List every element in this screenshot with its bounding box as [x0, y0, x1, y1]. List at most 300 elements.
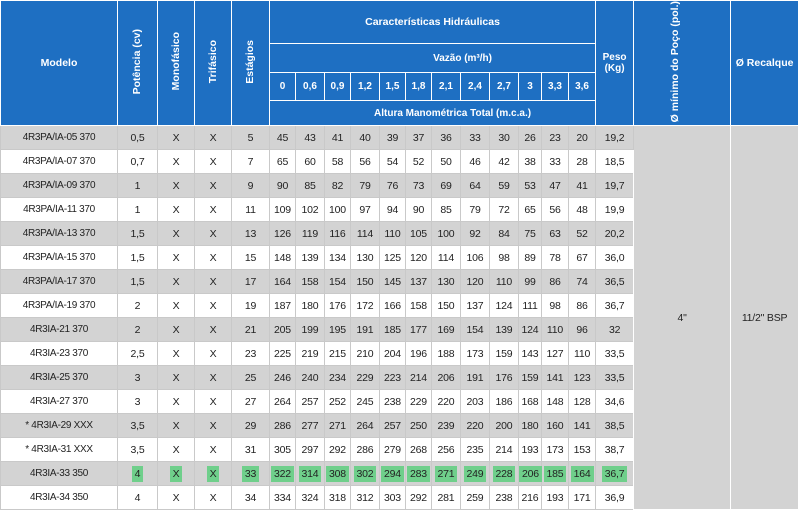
head-value-cell: 139 [490, 318, 519, 342]
head-value-cell: 160 [542, 414, 569, 438]
flow-value-header: 3,6 [569, 72, 596, 100]
stages-cell: 19 [232, 294, 270, 318]
head-value-cell: 134 [325, 246, 351, 270]
mono-cell: X [158, 438, 195, 462]
head-value-cell: 127 [542, 342, 569, 366]
head-value-cell: 177 [406, 318, 432, 342]
highlighted-value: 164 [571, 466, 594, 482]
power-cell: 3,5 [118, 438, 158, 462]
head-value-cell: 154 [325, 270, 351, 294]
tri-cell: X [195, 198, 232, 222]
col-weight-header: Peso (Kg) [596, 1, 634, 126]
flow-value-header: 0,9 [325, 72, 351, 100]
model-cell: 4R3IA-33 350 [1, 462, 118, 486]
head-value-cell [325, 462, 351, 486]
head-value-cell: 79 [461, 198, 490, 222]
head-value-cell: 214 [406, 366, 432, 390]
head-value-cell: 48 [569, 198, 596, 222]
head-value-cell: 191 [351, 318, 380, 342]
head-value-cell: 67 [569, 246, 596, 270]
weight-cell: 32 [596, 318, 634, 342]
stages-cell: 7 [232, 150, 270, 174]
outlet-diameter-cell: 11/2" BSP [731, 126, 799, 510]
tri-cell: X [195, 246, 232, 270]
head-value-cell: 158 [406, 294, 432, 318]
model-cell: 4R3PA/IA-15 370 [1, 246, 118, 270]
power-cell: 0,5 [118, 126, 158, 150]
head-value-cell: 154 [461, 318, 490, 342]
stages-cell: 29 [232, 414, 270, 438]
head-value-cell: 292 [406, 486, 432, 510]
head-value-cell: 63 [542, 222, 569, 246]
head-value-cell: 172 [351, 294, 380, 318]
head-value-cell: 52 [569, 222, 596, 246]
head-value-cell: 234 [325, 366, 351, 390]
head-value-cell: 141 [569, 414, 596, 438]
power-cell: 2 [118, 294, 158, 318]
head-value-cell: 84 [490, 222, 519, 246]
head-value-cell: 145 [380, 270, 406, 294]
weight-cell: 34,6 [596, 390, 634, 414]
head-value-cell: 28 [569, 150, 596, 174]
highlighted-value: 185 [544, 466, 567, 482]
head-value-cell: 143 [519, 342, 542, 366]
head-value-cell: 252 [325, 390, 351, 414]
head-value-cell: 324 [296, 486, 325, 510]
head-value-cell: 312 [351, 486, 380, 510]
weight-cell: 36,7 [596, 294, 634, 318]
head-value-cell: 30 [490, 126, 519, 150]
head-value-cell: 286 [270, 414, 296, 438]
head-value-cell: 106 [461, 246, 490, 270]
head-value-cell: 85 [296, 174, 325, 198]
flow-value-header: 0,6 [296, 72, 325, 100]
head-value-cell [519, 462, 542, 486]
head-value-cell: 318 [325, 486, 351, 510]
tri-cell: X [195, 222, 232, 246]
head-value-cell: 109 [270, 198, 296, 222]
highlighted-value: 308 [326, 466, 349, 482]
head-value-cell: 123 [569, 366, 596, 390]
head-value-cell: 50 [432, 150, 461, 174]
table-row [1, 126, 799, 150]
model-cell: 4R3IA-27 370 [1, 390, 118, 414]
head-value-cell: 187 [270, 294, 296, 318]
head-value-cell: 223 [380, 366, 406, 390]
head-value-cell: 110 [490, 270, 519, 294]
head-value-cell: 69 [432, 174, 461, 198]
model-cell: 4R3IA-21 370 [1, 318, 118, 342]
head-value-cell: 26 [519, 126, 542, 150]
head-value-cell: 43 [296, 126, 325, 150]
head-value-cell: 79 [351, 174, 380, 198]
mono-cell: X [158, 486, 195, 510]
flow-value-header: 2,1 [432, 72, 461, 100]
head-value-cell: 238 [490, 486, 519, 510]
head-value-cell: 100 [432, 222, 461, 246]
head-value-cell: 286 [351, 438, 380, 462]
head-value-cell: 235 [461, 438, 490, 462]
head-value-cell [380, 462, 406, 486]
head-value-cell: 148 [542, 390, 569, 414]
flow-value-header: 3 [519, 72, 542, 100]
head-value-cell: 205 [270, 318, 296, 342]
head-value-cell: 180 [296, 294, 325, 318]
head-value-cell: 38 [519, 150, 542, 174]
head-value-cell: 164 [270, 270, 296, 294]
mono-cell: X [158, 390, 195, 414]
head-value-cell [432, 462, 461, 486]
model-cell: 4R3PA/IA-09 370 [1, 174, 118, 198]
head-value-cell: 85 [432, 198, 461, 222]
weight-cell: 36,5 [596, 270, 634, 294]
col-model-header: Modelo [1, 1, 118, 126]
head-value-cell: 100 [325, 198, 351, 222]
head-value-cell: 75 [519, 222, 542, 246]
tri-cell: X [195, 366, 232, 390]
mono-cell: X [158, 270, 195, 294]
head-value-cell: 220 [461, 414, 490, 438]
head-value-cell: 239 [432, 414, 461, 438]
head-value-cell: 120 [461, 270, 490, 294]
head-value-cell: 292 [325, 438, 351, 462]
head-value-cell: 125 [380, 246, 406, 270]
head-value-cell: 229 [351, 366, 380, 390]
head-value-cell: 159 [490, 342, 519, 366]
head-value-cell: 47 [542, 174, 569, 198]
stages-cell: 17 [232, 270, 270, 294]
flow-value-header: 0 [270, 72, 296, 100]
model-cell: 4R3PA/IA-07 370 [1, 150, 118, 174]
head-value-cell: 297 [296, 438, 325, 462]
head-value-cell: 257 [380, 414, 406, 438]
head-value-cell: 206 [432, 366, 461, 390]
head-value-cell: 216 [519, 486, 542, 510]
head-value-cell: 53 [519, 174, 542, 198]
head-value-cell: 72 [490, 198, 519, 222]
head-value-cell: 229 [406, 390, 432, 414]
power-cell: 2,5 [118, 342, 158, 366]
flow-value-header: 2,4 [461, 72, 490, 100]
power-cell: 1,5 [118, 246, 158, 270]
mono-cell [158, 462, 195, 486]
power-cell: 4 [118, 486, 158, 510]
head-value-cell: 277 [296, 414, 325, 438]
head-value-cell: 245 [351, 390, 380, 414]
head-value-cell: 203 [461, 390, 490, 414]
well-diameter-cell: 4" [634, 126, 731, 510]
weight-cell: 19,9 [596, 198, 634, 222]
stages-cell [232, 462, 270, 486]
weight-cell: 38,5 [596, 414, 634, 438]
head-value-cell: 86 [542, 270, 569, 294]
head-value-cell: 256 [432, 438, 461, 462]
stages-cell: 9 [232, 174, 270, 198]
head-value-cell: 124 [490, 294, 519, 318]
head-value-cell [490, 462, 519, 486]
model-cell: 4R3PA/IA-11 370 [1, 198, 118, 222]
head-value-cell: 124 [519, 318, 542, 342]
head-value-cell: 137 [406, 270, 432, 294]
head-value-cell: 90 [406, 198, 432, 222]
head-value-cell: 196 [406, 342, 432, 366]
head-value-cell: 173 [461, 342, 490, 366]
col-power-header [118, 1, 158, 126]
head-value-cell: 120 [406, 246, 432, 270]
head-value-cell: 42 [490, 150, 519, 174]
model-cell: 4R3PA/IA-19 370 [1, 294, 118, 318]
head-value-cell: 219 [296, 342, 325, 366]
col-mono-header [158, 1, 195, 126]
head-value-cell: 130 [351, 246, 380, 270]
head-value-cell: 92 [461, 222, 490, 246]
head-value-cell: 54 [380, 150, 406, 174]
head-value-cell: 271 [325, 414, 351, 438]
stages-cell: 13 [232, 222, 270, 246]
head-value-cell: 114 [351, 222, 380, 246]
head-value-cell: 39 [380, 126, 406, 150]
head-value-cell: 268 [406, 438, 432, 462]
head-value-cell: 185 [380, 318, 406, 342]
stages-cell: 31 [232, 438, 270, 462]
head-value-cell: 168 [519, 390, 542, 414]
head-value-cell: 41 [325, 126, 351, 150]
head-value-cell: 195 [325, 318, 351, 342]
head-value-cell: 210 [351, 342, 380, 366]
power-cell: 3,5 [118, 414, 158, 438]
highlighted-value: X [170, 466, 183, 482]
head-value-cell: 20 [569, 126, 596, 150]
head-value-cell: 36 [432, 126, 461, 150]
weight-cell: 36,0 [596, 246, 634, 270]
head-value-cell: 264 [351, 414, 380, 438]
col-well-header [634, 1, 731, 126]
power-header-label: Potência (cv) [131, 28, 144, 95]
head-header: Altura Manométrica Total (m.c.a.) [270, 100, 596, 126]
head-value-cell: 259 [461, 486, 490, 510]
head-value-cell: 199 [296, 318, 325, 342]
head-value-cell: 65 [519, 198, 542, 222]
head-value-cell [461, 462, 490, 486]
head-value-cell: 173 [542, 438, 569, 462]
head-value-cell: 33 [542, 150, 569, 174]
head-value-cell: 150 [432, 294, 461, 318]
head-value-cell: 58 [325, 150, 351, 174]
head-value-cell: 215 [325, 342, 351, 366]
highlighted-value: X [207, 466, 220, 482]
highlighted-value: 314 [299, 466, 322, 482]
tri-cell: X [195, 150, 232, 174]
col-tri-header [195, 1, 232, 126]
head-value-cell [270, 462, 296, 486]
head-value-cell: 204 [380, 342, 406, 366]
tri-cell: X [195, 294, 232, 318]
flow-value-header: 3,3 [542, 72, 569, 100]
head-value-cell: 82 [325, 174, 351, 198]
power-cell: 1 [118, 198, 158, 222]
mono-cell: X [158, 222, 195, 246]
head-value-cell: 98 [490, 246, 519, 270]
head-value-cell: 76 [380, 174, 406, 198]
head-value-cell: 105 [406, 222, 432, 246]
mono-cell: X [158, 150, 195, 174]
highlighted-value: 249 [464, 466, 487, 482]
head-value-cell: 64 [461, 174, 490, 198]
mono-cell: X [158, 174, 195, 198]
head-value-cell: 110 [380, 222, 406, 246]
head-value-cell: 225 [270, 342, 296, 366]
head-value-cell: 153 [569, 438, 596, 462]
head-value-cell: 41 [569, 174, 596, 198]
flow-value-header: 1,2 [351, 72, 380, 100]
head-value-cell: 180 [519, 414, 542, 438]
head-value-cell: 98 [542, 294, 569, 318]
mono-cell: X [158, 246, 195, 270]
head-value-cell: 60 [296, 150, 325, 174]
head-value-cell: 23 [542, 126, 569, 150]
stages-cell: 5 [232, 126, 270, 150]
model-cell: 4R3PA/IA-05 370 [1, 126, 118, 150]
weight-cell: 36,9 [596, 486, 634, 510]
head-value-cell: 191 [461, 366, 490, 390]
head-value-cell: 250 [406, 414, 432, 438]
head-value-cell: 141 [542, 366, 569, 390]
head-value-cell: 74 [569, 270, 596, 294]
head-value-cell: 193 [519, 438, 542, 462]
tri-cell: X [195, 486, 232, 510]
head-value-cell: 158 [296, 270, 325, 294]
head-value-cell: 305 [270, 438, 296, 462]
head-value-cell: 169 [432, 318, 461, 342]
tri-cell: X [195, 318, 232, 342]
model-cell: 4R3PA/IA-17 370 [1, 270, 118, 294]
head-value-cell: 111 [519, 294, 542, 318]
head-value-cell: 139 [296, 246, 325, 270]
model-cell: * 4R3IA-31 XXX [1, 438, 118, 462]
head-value-cell: 56 [542, 198, 569, 222]
head-value-cell: 78 [542, 246, 569, 270]
stages-cell: 23 [232, 342, 270, 366]
head-value-cell: 114 [432, 246, 461, 270]
head-value-cell: 303 [380, 486, 406, 510]
stages-cell: 11 [232, 198, 270, 222]
power-cell: 1 [118, 174, 158, 198]
model-cell: 4R3IA-23 370 [1, 342, 118, 366]
head-value-cell: 220 [432, 390, 461, 414]
head-value-cell: 240 [296, 366, 325, 390]
weight-cell [596, 462, 634, 486]
tri-header-label: Trifásico [206, 40, 219, 84]
head-value-cell [296, 462, 325, 486]
flow-value-header: 2,7 [490, 72, 519, 100]
head-value-cell: 102 [296, 198, 325, 222]
highlighted-value: 271 [435, 466, 458, 482]
mono-cell: X [158, 294, 195, 318]
highlighted-value: 33 [242, 466, 259, 482]
hydraulic-header: Características Hidráulicas [270, 1, 596, 44]
head-value-cell: 86 [569, 294, 596, 318]
head-value-cell: 334 [270, 486, 296, 510]
highlighted-value: 4 [132, 466, 144, 482]
head-value-cell [351, 462, 380, 486]
head-value-cell: 40 [351, 126, 380, 150]
head-value-cell: 126 [270, 222, 296, 246]
head-value-cell: 45 [270, 126, 296, 150]
highlighted-value: 228 [493, 466, 516, 482]
model-cell: * 4R3IA-29 XXX [1, 414, 118, 438]
tri-cell: X [195, 390, 232, 414]
head-value-cell: 65 [270, 150, 296, 174]
mono-cell: X [158, 366, 195, 390]
tri-cell [195, 462, 232, 486]
head-value-cell: 137 [461, 294, 490, 318]
mono-cell: X [158, 342, 195, 366]
mono-cell: X [158, 198, 195, 222]
head-value-cell: 94 [380, 198, 406, 222]
highlighted-value: 322 [271, 466, 294, 482]
power-cell [118, 462, 158, 486]
head-value-cell: 89 [519, 246, 542, 270]
model-cell: 4R3PA/IA-13 370 [1, 222, 118, 246]
well-header-label: Ø mínimo do Poço (pol.) [669, 1, 682, 123]
head-value-cell: 166 [380, 294, 406, 318]
flow-value-header: 1,5 [380, 72, 406, 100]
head-value-cell: 110 [542, 318, 569, 342]
mono-cell: X [158, 414, 195, 438]
head-value-cell: 46 [461, 150, 490, 174]
stages-cell: 21 [232, 318, 270, 342]
weight-cell: 19,2 [596, 126, 634, 150]
highlighted-value: 283 [407, 466, 430, 482]
head-value-cell: 148 [270, 246, 296, 270]
mono-cell: X [158, 318, 195, 342]
head-value-cell [542, 462, 569, 486]
head-value-cell: 73 [406, 174, 432, 198]
model-cell: 4R3IA-34 350 [1, 486, 118, 510]
stages-header-label: Estágios [244, 39, 257, 84]
weight-cell: 33,5 [596, 366, 634, 390]
head-value-cell: 90 [270, 174, 296, 198]
head-value-cell: 257 [296, 390, 325, 414]
weight-cell: 18,5 [596, 150, 634, 174]
power-cell: 2 [118, 318, 158, 342]
stages-cell: 15 [232, 246, 270, 270]
power-cell: 3 [118, 390, 158, 414]
mono-cell: X [158, 126, 195, 150]
highlighted-value: 36,7 [602, 466, 628, 482]
tri-cell: X [195, 126, 232, 150]
weight-cell: 33,5 [596, 342, 634, 366]
head-value-cell: 246 [270, 366, 296, 390]
head-value-cell: 52 [406, 150, 432, 174]
tri-cell: X [195, 438, 232, 462]
tri-cell: X [195, 270, 232, 294]
highlighted-value: 294 [381, 466, 404, 482]
highlighted-value: 206 [519, 466, 542, 482]
head-value-cell: 214 [490, 438, 519, 462]
stages-cell: 27 [232, 390, 270, 414]
col-stages-header [232, 1, 270, 126]
stages-cell: 34 [232, 486, 270, 510]
tri-cell: X [195, 174, 232, 198]
head-value-cell: 171 [569, 486, 596, 510]
power-cell: 0,7 [118, 150, 158, 174]
power-cell: 3 [118, 366, 158, 390]
head-value-cell: 33 [461, 126, 490, 150]
table-body [1, 126, 799, 510]
head-value-cell: 281 [432, 486, 461, 510]
head-value-cell: 59 [490, 174, 519, 198]
